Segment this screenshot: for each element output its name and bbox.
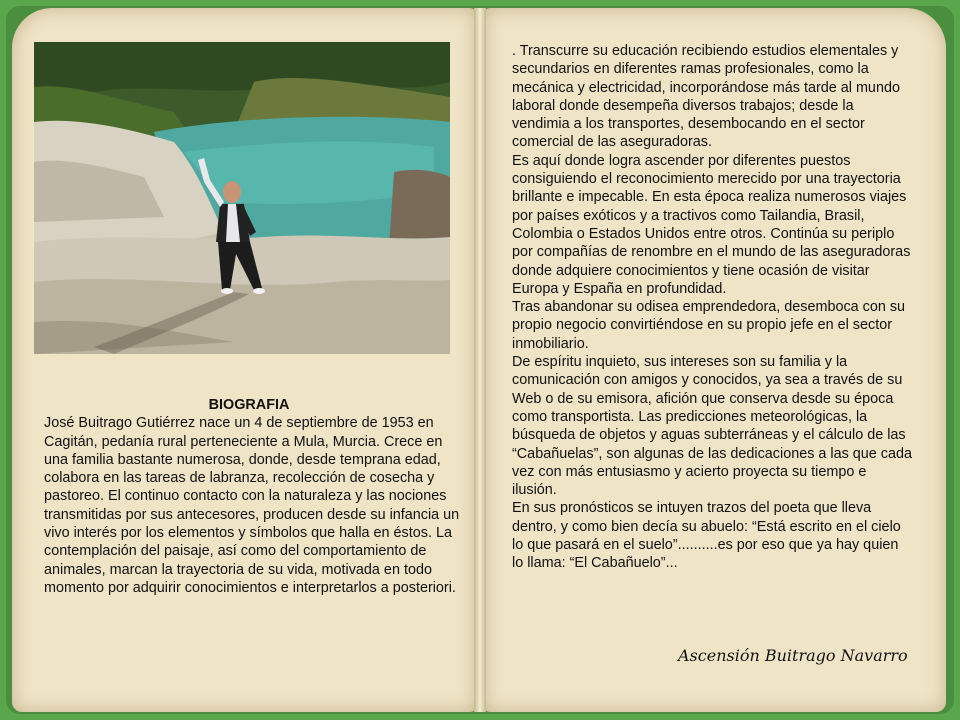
- author-signature: Ascensión Buitrago Navarro: [678, 646, 908, 665]
- paragraph-forecasts: En sus pronósticos se intuyen trazos del poeta que lleva dentro, y como bien decía su abuelo: “Está escrito en el cielo lo que pasará en el suelo”..........es por eso que ya hay quien lo llama: “El Cabañuelo”...: [512, 500, 901, 572]
- paragraph-education: . Transcurre su educación recibiendo estudios elementales y secundarios en diferentes ramas profesionales, como la mecánica y electricidad, incorporándose más tarde al mundo laboral donde desempeña diversos trabajos; desde la vendimia a los transportes, desembocando en el sector comercial de las aseguradoras.: [512, 43, 900, 151]
- paragraph-real-estate: Tras abandonar su odisea emprendedora, desemboca con su propio negocio convirtiéndose en su propio jefe en el sector inmobiliario.: [512, 299, 906, 352]
- biography-section: [44, 396, 464, 597]
- biography-paragraph: José Buitrago Gutiérrez nace un 4 de septiembre de 1953 en Cagitán, pedanía rural perteneciente a Mula, Murcia. Crece en una familia bastante numerosa, donde, desde temprana edad, colabora en las tareas de labranza, recolección de cosecha y pastoreo. El continuo contacto con la naturaleza y las nociones transmitidas por sus antecesores, producen desde su infancia un vivo interés por los elementos y símbolos que halla en éstos. La contemplación del paisaje, así como del comportamiento de animales, marcan la trayectoria de su vida, motivada en todo momento por adquirir conocimientos e interpretarlos a posteriori.: [44, 415, 460, 596]
- paragraph-career: Es aquí donde logra ascender por diferentes puestos consiguiendo el reconocimiento merecido por una trayectoria brillante e impecable. En esta época realiza numerosos viajes por países exóticos y a tractivos como Tailandia, Brasil, Colombia o Estados Unidos entre otros. Continúa su periplo por compañías de renombre en el mundo de las aseguradoras donde adquiere conocimientos y tiene ocasión de visitar Europa y España en profundidad.: [512, 152, 911, 297]
- book-spine: [474, 8, 486, 712]
- biography-photo: [34, 42, 450, 354]
- biography-heading: BIOGRAFIA: [208, 397, 290, 413]
- biography-continuation: [512, 42, 912, 573]
- paragraph-interests: De espíritu inquieto, sus intereses son su familia y la comunicación con amigos y conocidos, ya sea a través de su Web o de su emisora, afición que conserva desde su época como transportista. Las predicciones meteorológicas, la búsqueda de objetos y aguas subterráneas y el cálculo de las “Cabañuelas”, son algunas de las dedicaciones a las que cada vez con más entusiasmo y acierto proyecta su tiempo e ilusión.: [512, 354, 913, 499]
